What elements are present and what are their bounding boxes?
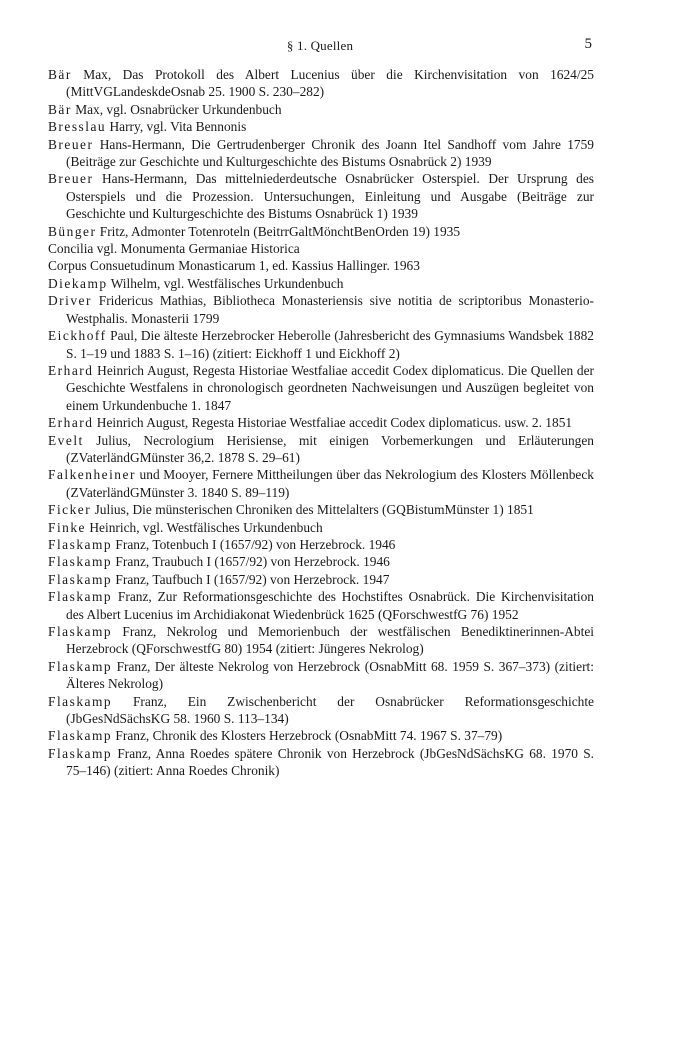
entry-author: Flaskamp	[48, 728, 113, 744]
bibliography-entry	[48, 292, 594, 327]
bibliography-entry	[48, 223, 594, 240]
entry-author: Bresslau	[48, 119, 107, 135]
bibliography-entry	[48, 136, 594, 171]
entry-text: Franz, Totenbuch I (1657/92) von Herzebrock. 1946	[112, 536, 396, 552]
entry-author: Falkenheiner	[48, 467, 136, 483]
entry-author: Erhard	[48, 415, 94, 431]
bibliography-entry	[48, 327, 594, 362]
entry-text: Max, Das Protokoll des Albert Lucenius über die Kirchenvisitation von 1624/25 (MittVGLandeskdeOsnab 25. 1900 S. 230–282)	[66, 67, 594, 100]
entry-text: Wilhelm, vgl. Westfälisches Urkundenbuch	[107, 275, 344, 291]
bibliography-entry	[48, 101, 594, 118]
bibliography-entry	[48, 519, 594, 536]
bibliography-entry	[48, 693, 594, 728]
bibliography-entry	[48, 466, 594, 501]
entry-author: Breuer	[48, 171, 94, 187]
entry-text: Hans-Hermann, Das mittelniederdeutsche Osnabrücker Osterspiel. Der Ursprung des Osterspiels und die Prozession. Untersuchungen, Einleitung und Ausgabe (Beiträge zur Geschichte und Kulturgeschichte des Bistums Osnabrück 1) 1939	[66, 171, 594, 222]
entry-author: Bär	[48, 101, 72, 117]
bibliography-list	[48, 66, 594, 780]
entry-author: Flaskamp	[48, 571, 113, 587]
bibliography-entry	[48, 745, 594, 780]
entry-text: Franz, Anna Roedes spätere Chronik von Herzebrock (JbGesNdSächsKG 68. 1970 S. 75–146) (zitiert: Anna Roedes Chronik)	[66, 745, 594, 779]
entry-text: Heinrich, vgl. Westfälisches Urkundenbuch	[86, 519, 323, 535]
entry-text: Franz, Traubuch I (1657/92) von Herzebrock. 1946	[112, 554, 390, 570]
entry-author: Bär	[48, 67, 72, 82]
entry-text: Heinrich August, Regesta Historiae Westfaliae accedit Codex diplomaticus. Die Quellen der Geschichte Westfalens in chronologisch geordneten Nachweisungen und Auszügen begleitet von einem Urkundenbuche 1. 1847	[66, 362, 594, 413]
entry-text: Franz, Chronik des Klosters Herzebrock (OsnabMitt 74. 1967 S. 37–79)	[112, 728, 503, 744]
entry-author: Flaskamp	[48, 589, 113, 605]
entry-text: Fritz, Admonter Totenroteln (BeitrrGaltMönchtBenOrden 19) 1935	[96, 223, 461, 239]
bibliography-entry	[48, 553, 594, 570]
entry-text: Franz, Der älteste Nekrolog von Herzebrock (OsnabMitt 68. 1959 S. 367–373) (zitiert: Älteres Nekrolog)	[66, 658, 594, 692]
entry-author: Breuer	[48, 136, 94, 152]
entry-author: Finke	[48, 519, 87, 535]
page-header	[48, 36, 592, 56]
entry-text: Franz, Ein Zwischenbericht der Osnabrücker Reformationsgeschichte (JbGesNdSächsKG 58. 1960 S. 113–134)	[66, 693, 594, 727]
entry-text: Harry, vgl. Vita Bennonis	[106, 119, 247, 135]
bibliography-entry	[48, 362, 594, 414]
bibliography-entry	[48, 240, 594, 257]
entry-author: Evelt	[48, 432, 84, 448]
bibliography-entry	[48, 571, 594, 588]
entry-author: Bünger	[48, 223, 97, 239]
running-head: § 1. Quellen	[286, 38, 354, 53]
bibliography-entry	[48, 432, 594, 467]
entry-text: Franz, Zur Reformationsgeschichte des Hochstiftes Osnabrück. Die Kirchenvisitation des Albert Lucenius im Archidiakonat Wiedenbrück 1625 (QForschwestfG 76) 1952	[66, 589, 594, 622]
bibliography-entry	[48, 658, 594, 693]
entry-text: Franz, Nekrolog und Memorienbuch der westfälischen Benediktinerinnen-Abtei Herzebrock (QForschwestfG 80) 1954 (zitiert: Jüngeres Nekrolog)	[66, 624, 594, 657]
entry-text: Heinrich August, Regesta Historiae Westfaliae accedit Codex diplomaticus. usw. 2. 1851	[93, 415, 573, 431]
bibliography-entry	[48, 536, 594, 553]
entry-author: Flaskamp	[48, 745, 113, 761]
entry-text: Julius, Die münsterischen Chroniken des Mittelalters (GQBistumMünster 1) 1851	[91, 502, 534, 518]
entry-text: Max, vgl. Osnabrücker Urkundenbuch	[71, 101, 282, 117]
entry-author: Flaskamp	[48, 624, 113, 639]
entry-author: Diekamp	[48, 275, 108, 291]
bibliography-entry	[48, 414, 594, 431]
entry-author: Flaskamp	[48, 658, 113, 674]
bibliography-entry	[48, 501, 594, 518]
entry-text: und Mooyer, Fernere Mittheilungen über das Nekrologium des Klosters Möllenbeck (ZVaterländGMünster 3. 1840 S. 89–119)	[66, 467, 594, 500]
bibliography-entry	[48, 66, 594, 101]
entry-text: Julius, Necrologium Herisiense, mit einigen Vorbemerkungen und Erläuterungen (ZVaterländGMünster 36,2. 1878 S. 29–61)	[66, 432, 594, 465]
entry-author: Flaskamp	[48, 693, 113, 709]
entry-author: Driver	[48, 293, 92, 309]
entry-text: Paul, Die älteste Herzebrocker Heberolle (Jahresbericht des Gymnasiums Wandsbek 1882 S. 1–19 und 1883 S. 1–16) (zitiert: Eickhoff 1 und Eickhoff 2)	[66, 328, 594, 361]
entry-text: Corpus Consuetudinum Monasticarum 1, ed. Kassius Hallinger. 1963	[48, 258, 420, 274]
bibliography-entry	[48, 623, 594, 658]
entry-author: Ficker	[48, 502, 92, 518]
entry-author: Erhard	[48, 362, 94, 378]
bibliography-entry	[48, 275, 594, 292]
bibliography-entry	[48, 118, 594, 135]
bibliography-entry	[48, 170, 594, 222]
bibliography-entry	[48, 257, 594, 274]
entry-text: Fridericus Mathias, Bibliotheca Monasteriensis sive notitia de scriptoribus Monasterio-Westphalis. Monasterii 1799	[66, 293, 594, 326]
page-number: 5	[584, 36, 592, 52]
entry-text: Franz, Taufbuch I (1657/92) von Herzebrock. 1947	[112, 571, 390, 587]
bibliography-entry	[48, 588, 594, 623]
entry-author: Flaskamp	[48, 536, 113, 552]
entry-author: Eickhoff	[48, 328, 107, 344]
entry-text: Hans-Hermann, Die Gertrudenberger Chronik des Joann Itel Sandhoff vom Jahre 1759 (Beiträge zur Geschichte und Kulturgeschichte des Bistums Osnabrück 2) 1939	[66, 136, 594, 170]
bibliography-entry	[48, 727, 594, 744]
entry-author: Flaskamp	[48, 554, 113, 570]
entry-text: Concilia vgl. Monumenta Germaniae Historica	[48, 241, 300, 257]
